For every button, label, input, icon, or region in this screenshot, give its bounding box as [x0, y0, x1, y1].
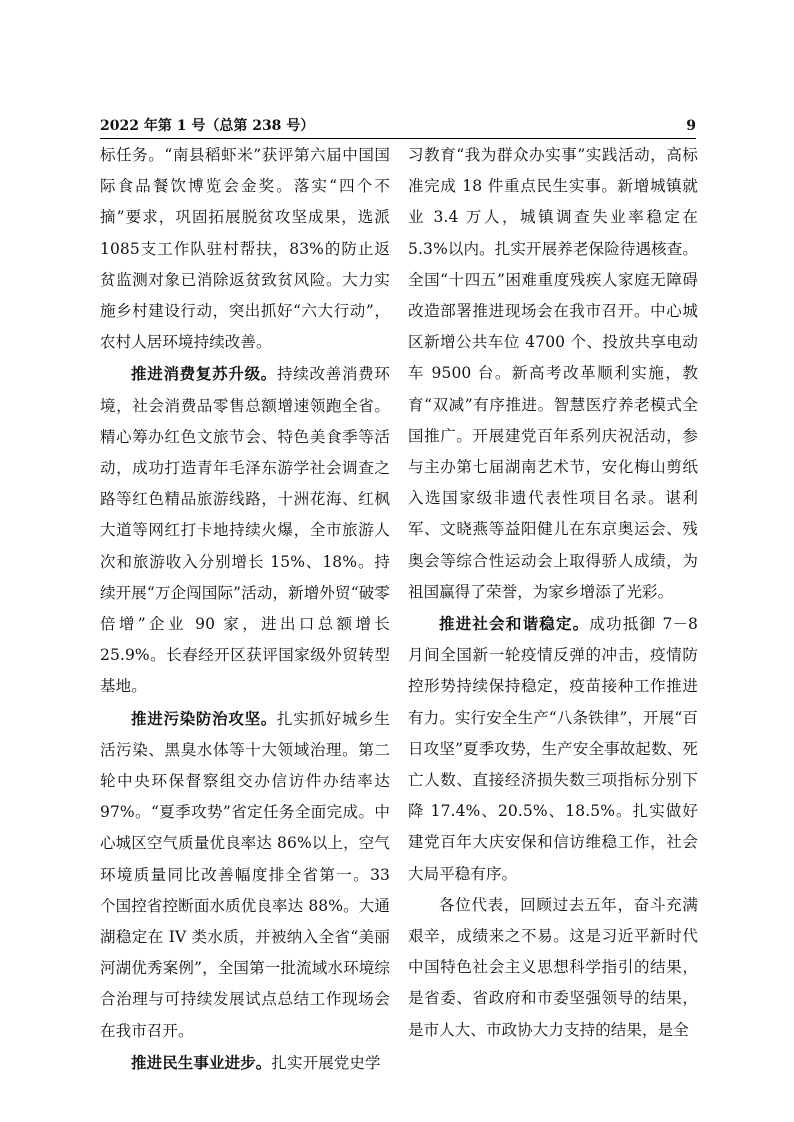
paragraph-heading: 推进污染防治攻坚。 — [131, 708, 278, 728]
paragraph — [100, 703, 390, 1047]
paragraph — [408, 608, 698, 890]
paragraph-text: 成功抵御 7－8 月间全国新一轮疫情反弹的冲击，疫情防控形势持续保持稳定，疫苗接种工作推进有力。实行安全生产“八条铁律”，开展“百日攻坚”夏季攻势，生产安全事故起数、死亡人数、直接经济损失数三项指标分别下降 17.4%、20.5%、18.5%。扎实做好建党百年大庆安保和信访维稳工作，社会大局平稳有序。 — [408, 615, 699, 883]
paragraph — [100, 358, 390, 702]
paragraph-text: 持续改善消费环境，社会消费品零售总额增速领跑全省。精心筹办红色文旅节会、特色美食季等活动，成功打造青年毛泽东游学社会调查之路等红色精品旅游线路，十洲花海、红枫大道等网红打卡地持续火爆，全市旅游人次和旅游收入分别增长 15%、18%。持续开展“万企闯国际”活动，新增外贸“破零倍增”企业 90 家，进出口总额增长 25.9%。长春经开区获评国家级外贸转型基地。 — [100, 365, 391, 696]
paragraph-text: 标任务。“南县稻虾米”获评第六届中国国际食品餐饮博览会金奖。落实“四个不摘”要求，巩固拓展脱贫攻坚成果，选派1085支工作队驻村帮扶，83%的防止返贫监测对象已消除返贫致贫风险。大力实施乡村建设行动，突出抓好“六大行动”，农村人居环境持续改善。 — [100, 146, 390, 352]
left-column — [100, 140, 390, 1079]
paragraph — [408, 140, 698, 608]
page-number: 9 — [686, 118, 696, 134]
right-column — [408, 140, 698, 1046]
paragraph-heading: 推进民生事业进步。 — [131, 1052, 272, 1072]
paragraph — [100, 140, 390, 358]
paragraph — [100, 1047, 390, 1079]
paragraph-heading: 推进消费复苏升级。 — [131, 364, 278, 384]
paragraph-text: 扎实抓好城乡生活污染、黑臭水体等十大领域治理。第二轮中央环保督察组交办信访件办结率达97%。“夏季攻势”省定任务全面完成。中心城区空气质量优良率达 86%以上，空气环境质量同比改善幅度排全省第一。33 个国控省控断面水质优良率达 88%。大通湖稳定在 IV 类水质，并被纳入全省“美丽河湖优秀案例”，全国第一批流域水环境综合治理与可持续发展试点总结工作现场会在我市召开。 — [100, 709, 391, 1040]
paragraph-text: 各位代表，回顾过去五年，奋斗充满艰辛，成绩来之不易。这是习近平新时代中国特色社会主义思想科学指引的结果，是省委、省政府和市委坚强领导的结果，是市人大、市政协大力支持的结果，是全 — [408, 895, 698, 1039]
paragraph-text: 扎实开展党史学 — [271, 1053, 381, 1072]
paragraph — [408, 890, 698, 1046]
paragraph-text: 习教育“我为群众办实事”实践活动，高标准完成 18 件重点民生实事。新增城镇就业 3.4 万人，城镇调查失业率稳定在 5.3%以内。扎实开展养老保险待遇核查。全国“十四五”困难重度残疾人家庭无障碍改造部署推进现场会在我市召开。中心城区新增公共车位 4700 个、投放共享电动车 9500 台。新高考改革顺利实施，教育“双减”有序推进。智慧医疗养老模式全国推广。开展建党百年系列庆祝活动，参与主办第七届湖南艺术节，安化梅山剪纸入选国家级非遗代表性项目名录。谌利军、文晓燕等益阳健儿在东京奥运会、残奥会等综合性运动会上取得骄人成绩，为祖国赢得了荣誉，为家乡增添了光彩。 — [408, 146, 698, 601]
issue-label: 2022 年第 1 号（总第 238 号） — [100, 118, 315, 134]
running-header — [100, 116, 696, 139]
paragraph-heading: 推进社会和谐稳定。 — [439, 614, 590, 634]
